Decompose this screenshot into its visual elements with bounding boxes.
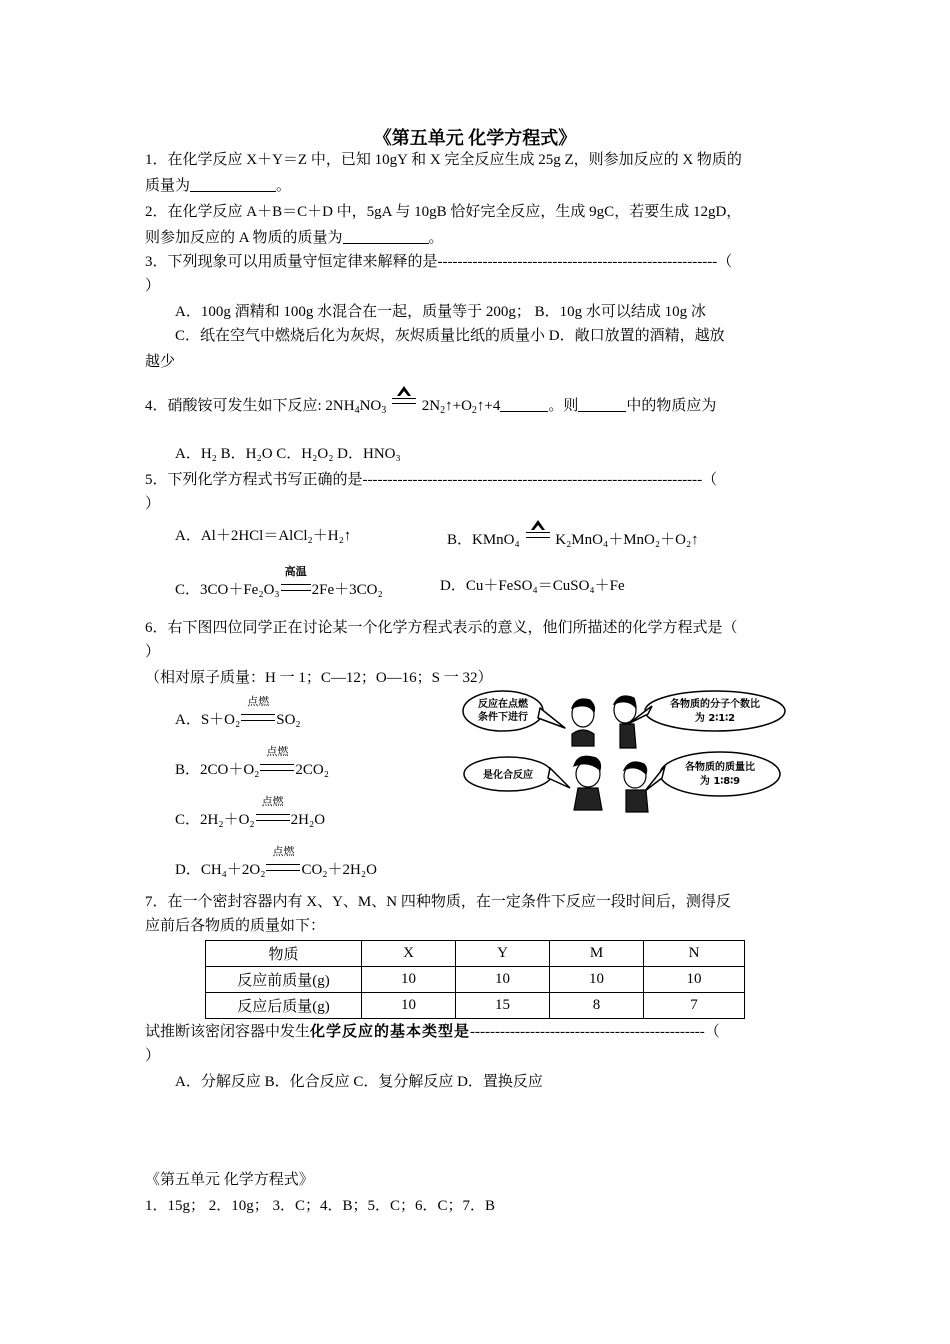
- q5-paren: ）: [145, 496, 161, 512]
- reaction-condition: 高温: [281, 576, 311, 596]
- page-title: 《第五单元 化学方程式》: [373, 128, 577, 148]
- table-cell: M: [550, 941, 644, 967]
- q7-line1: 7．在一个密封容器内有 X、Y、M、N 四种物质，在一定条件下反应一段时间后，测得反: [145, 894, 731, 910]
- q6-option-c: C．2H₂＋O₂ 点燃 2H₂O: [175, 796, 326, 828]
- table-cell: 8: [550, 993, 644, 1019]
- answers-text: 1．15g； 2．10g； 3．C；4．B；5．C；6．C；7．B: [145, 1198, 496, 1214]
- bubble-text: 各物质的质量比: [685, 762, 755, 773]
- q6-option-b: B．2CO＋O₂ 点燃 2CO₂: [175, 746, 329, 778]
- q5-stem: 5．下列化学方程式书写正确的是--------------------------------------------------------------------（: [145, 472, 718, 488]
- q5-option-b: B．KMnO₄ K₂MnO₄＋MnO₂＋O₂↑: [447, 526, 699, 550]
- table-cell: 反应前质量(g): [206, 967, 362, 993]
- table-cell: 7: [644, 993, 745, 1019]
- q7-line2: 应前后各物质的质量如下：: [145, 918, 326, 934]
- student-3: [574, 756, 602, 810]
- q4-options: A．H₂ B．H₂O C．H₂O₂ D．HNO₃: [175, 446, 401, 462]
- bubble-text: 是化合反应: [483, 770, 533, 781]
- student-4: [624, 762, 648, 812]
- q5-option-d: D．Cu＋FeSO₄＝CuSO₄＋Fe: [440, 578, 625, 594]
- heat-condition-icon: [392, 392, 416, 412]
- answer-blank: [578, 397, 626, 412]
- q2-line1: 2．在化学反应 A＋B＝C＋D 中，5gA 与 10gB 恰好完全反应，生成 9gC，若要生成 12gD，: [145, 204, 742, 220]
- answers-title: 《第五单元 化学方程式》: [145, 1172, 314, 1188]
- table-row: [206, 993, 745, 1019]
- table-cell: 10: [362, 967, 456, 993]
- q7-options: A．分解反应 B．化合反应 C．复分解反应 D．置换反应: [175, 1074, 543, 1090]
- bubble-text: 各物质的分子个数比: [670, 699, 760, 710]
- mass-table: [205, 940, 745, 1019]
- reaction-condition: 点燃: [260, 756, 294, 776]
- reaction-condition: 点燃: [266, 856, 300, 876]
- table-cell: X: [362, 941, 456, 967]
- q5-option-c: C．3CO＋Fe₂O₃ 高温 2Fe＋3CO₂: [175, 566, 383, 598]
- table-cell: 15: [456, 993, 550, 1019]
- q6-stem: 6．右下图四位同学正在讨论某一个化学方程式表示的意义，他们所描述的化学方程式是（: [145, 620, 738, 636]
- table-cell: 10: [456, 967, 550, 993]
- q7-question: 试推断该密闭容器中发生化学反应的基本类型是-----------------------------------------------（: [145, 1024, 720, 1040]
- students-discussion-illustration: [460, 686, 790, 818]
- table-cell: Y: [456, 941, 550, 967]
- bubble-text: 为 2∶1∶2: [694, 713, 736, 724]
- reaction-condition: 点燃: [256, 806, 290, 826]
- q6-option-d: D．CH₄＋2O₂ 点燃 CO₂＋2H₂O: [175, 846, 377, 878]
- q2-line2: 则参加反应的 A 物质的质量为 。: [145, 230, 444, 246]
- q3-option-line1: A．100g 酒精和 100g 水混合在一起，质量等于 200g； B．10g 水可以结成 10g 冰: [175, 304, 706, 320]
- q3-stem: 3．下列现象可以用质量守恒定律来解释的是--------------------------------------------------------（: [145, 254, 733, 270]
- q1-line2: 质量为 。: [145, 178, 292, 194]
- answer-blank: [343, 229, 429, 244]
- table-cell: 物质: [206, 941, 362, 967]
- table-cell: 10: [362, 993, 456, 1019]
- table-row: [206, 967, 745, 993]
- answer-blank: [500, 397, 548, 412]
- table-cell: N: [644, 941, 745, 967]
- answer-blank: [190, 177, 276, 192]
- q3-option-line2: C．纸在空气中燃烧后化为灰烬，灰烬质量比纸的质量小 D．敞口放置的酒精，越放: [175, 328, 725, 344]
- table-row: [206, 941, 745, 967]
- q6-paren: ）: [145, 644, 161, 660]
- bubble-text: 条件下进行: [478, 712, 528, 723]
- q1-line1: 1．在化学反应 X＋Y＝Z 中，已知 10gY 和 X 完全反应生成 25g Z，则参加反应的 X 物质的: [145, 152, 742, 168]
- reaction-condition: 点燃: [241, 706, 275, 726]
- q4-stem: 4．硝酸铵可发生如下反应: $2NH_4NO_3$ $2N_2↑+O_2↑+4$ 。则 中的物质应为: [145, 392, 716, 416]
- q5-option-a: A．Al＋2HCl＝AlCl₂＋H₂↑: [175, 528, 352, 544]
- q7-paren: ）: [145, 1048, 161, 1064]
- table-cell: 反应后质量(g): [206, 993, 362, 1019]
- q3-option-line3: 越少: [145, 354, 176, 370]
- heat-condition-icon: [526, 526, 550, 546]
- q6-note: （相对原子质量：H 一 1；C—12；O—16；S 一 32）: [145, 670, 493, 686]
- bubble-text: 为 1∶8∶9: [699, 776, 741, 787]
- table-cell: 10: [550, 967, 644, 993]
- q3-paren: ）: [145, 278, 161, 294]
- student-1: [572, 699, 595, 746]
- table-cell: 10: [644, 967, 745, 993]
- bubble-text: 反应在点燃: [478, 699, 528, 710]
- q6-option-a: A．S＋O₂ 点燃 SO₂: [175, 696, 301, 728]
